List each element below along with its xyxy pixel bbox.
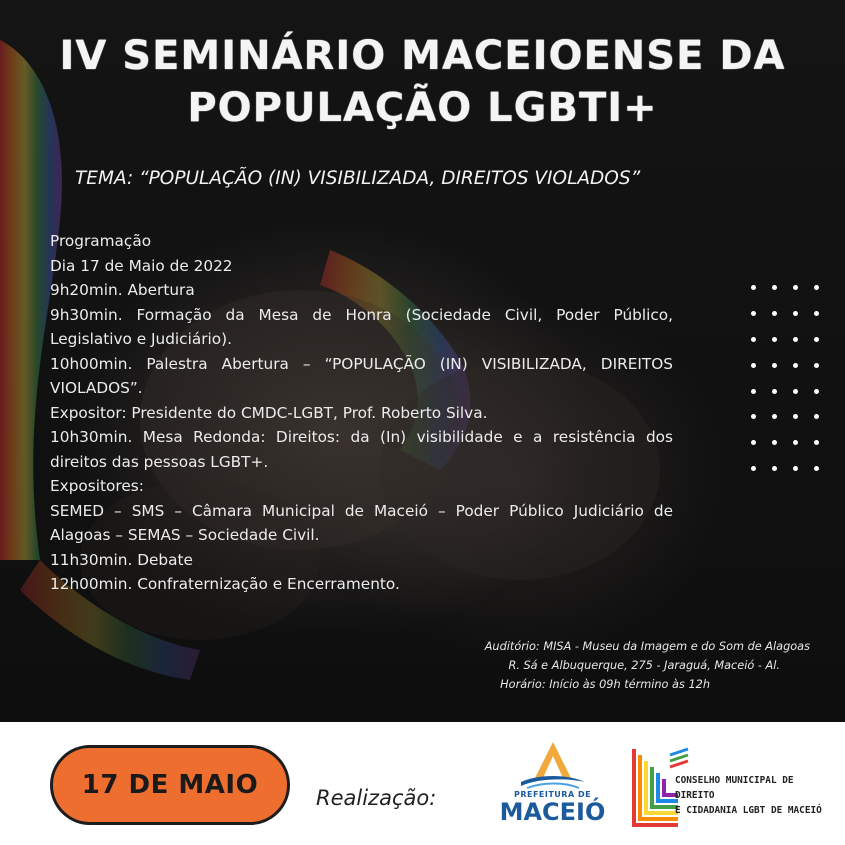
maceio-logo-name: MACEIÓ	[499, 798, 606, 826]
program-line: 12h00min. Confraternização e Encerramento.	[50, 575, 400, 593]
decorative-dot-grid	[751, 285, 841, 475]
event-title	[0, 30, 845, 134]
council-logo-text	[675, 773, 835, 818]
venue-address: R. Sá e Albuquerque, 275 - Jaraguá, Maceió - Al.	[508, 659, 780, 672]
program-line: Dia 17 de Maio de 2022	[50, 256, 233, 275]
program-line: 9h20min. Abertura	[50, 281, 195, 299]
venue-info	[310, 637, 810, 694]
venue-schedule: Horário: Início às 09h término às 12h	[500, 678, 710, 691]
realizacao-label: Realização:	[316, 786, 437, 810]
program-line: Programação	[50, 232, 152, 250]
prefeitura-maceio-logo	[495, 738, 610, 833]
maceio-emblem-icon	[513, 738, 593, 793]
event-theme: TEMA: “POPULAÇÃO (IN) VISIBILIZADA, DIREITOS VIOLADOS”	[75, 168, 641, 189]
program-line: Expositor: Presidente do CMDC-LGBT, Prof. Roberto Silva.	[50, 403, 488, 422]
date-badge: 17 DE MAIO	[50, 745, 290, 825]
venue-location: Auditório: MISA - Museu da Imagem e do Som de Alagoas	[484, 640, 810, 653]
program-line: 10h30min. Mesa Redonda: Direitos: da (In) visibilidade e a resistência dos direitos das pessoas LGBT+.	[50, 428, 673, 471]
council-logo-line-2: E CIDADANIA LGBT DE MACEIÓ	[675, 805, 822, 816]
event-title-line-2: POPULAÇÃO LGBTI+	[187, 85, 658, 131]
program-line: 11h30min. Debate	[50, 550, 193, 569]
program-line: 9h30min. Formação da Mesa de Honra (Sociedade Civil, Poder Público, Legislativo e Judiciário).	[50, 305, 673, 348]
council-lgbt-logo	[630, 745, 830, 830]
council-logo-line-1: CONSELHO MUNICIPAL DE DIREITO	[675, 775, 794, 801]
program-line: SEMED – SMS – Câmara Municipal de Maceió – Poder Público Judiciário de Alagoas – SEMAS – Sociedade Civil.	[50, 501, 673, 544]
program-schedule	[50, 229, 673, 597]
program-line: Expositores:	[50, 477, 144, 495]
event-title-line-1: IV SEMINÁRIO MACEIOENSE DA	[59, 33, 786, 79]
program-line: 10h00min. Palestra Abertura – “POPULAÇÃO (IN) VISIBILIZADA, DIREITOS VIOLADOS”.	[50, 354, 673, 397]
maceio-logo-subtitle: PREFEITURA DE	[513, 790, 592, 799]
